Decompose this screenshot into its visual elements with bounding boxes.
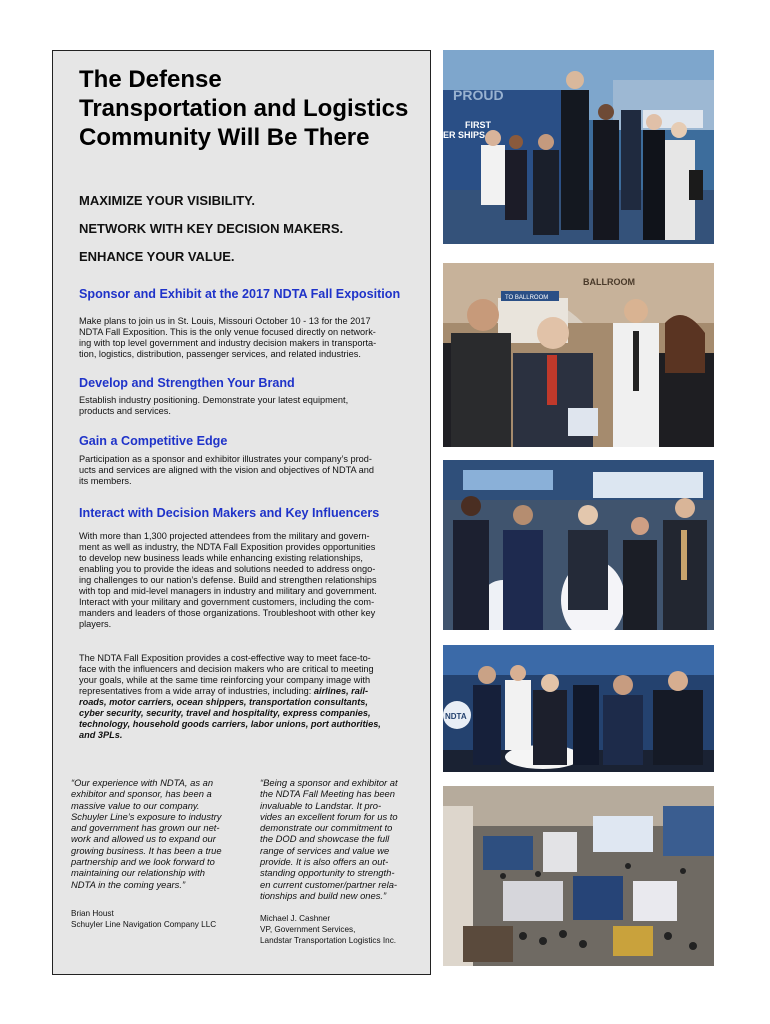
closing-paragraph: The NDTA Fall Exposition provides a cost-effective way to meet face-to- face with the influencers and decision makers who are critical to meeting your goals, while at the same time reinforcing your company image with representatives from a wide array of industries, including: airlines, rail- roads, motor carriers, ocean shippers, transportation consultants, cyber security, security, travel and hospitality, express companies, technology, household goods carriers, labor unions, port authorities, and 3PLs. [79,653,381,740]
exhibit-hall-photo [443,786,714,966]
section-body-brand: Establish industry positioning. Demonstrate your latest equipment, products and services. [79,395,349,416]
testimonial-schuyler-attribution: Brian Houst Schuyler Line Navigation Company LLC [71,909,217,929]
tables-photo [443,460,714,630]
tagline-visibility: MAXIMIZE YOUR VISIBILITY. [79,193,256,208]
section-heading-sponsor: Sponsor and Exhibit at the 2017 NDTA Fall Exposition [79,287,401,301]
section-body-interact: With more than 1,300 projected attendees from the military and govern- ment as well as industry, the NDTA Fall Exposition provides opportunities to develop new business leads while enhancing existing relationships, enabling you to provide the ideas and solutions needed to address ongo- ing challenges to our nation’s defense. Build and strengthen relationships with top and mid-level managers in industry and military and government. Interact with your military and government customers, including the com- manders and leaders of those organizations. Troubleshoot with other key players. [79,531,377,629]
testimonial-landstar-attribution: Michael J. Cashner VP, Government Services, Landstar Transportation Logistics Inc. [260,914,397,945]
section-body-edge: Participation as a sponsor and exhibitor illustrates your company’s prod- ucts and services are aligned with the vision and objectives of NDTA and its members. [79,454,375,486]
banner-text: FIRST [465,120,491,130]
ballroom-sign: BALLROOM [583,277,635,287]
testimonial-landstar: “Being a sponsor and exhibitor at the NDTA Fall Meeting has been invaluable to Landstar. It pro- vides an excellent forum for us to demonstrate our commitment to the DOD and showcase the full range of services and value we provide. It is also offers an out- standing opportunity to strength- en current customer/partner rela- tionships and build new ones.” [260,777,398,901]
ballroom-photo [443,263,714,447]
svg-text:ER SHIPS: ER SHIPS [443,130,486,140]
section-heading-edge: Gain a Competitive Edge [79,434,228,448]
booth-photo [443,50,714,244]
booth-logo-text: PROUD [453,87,504,103]
section-heading-interact: Interact with Decision Makers and Key Influencers [79,506,380,520]
tagline-network: NETWORK WITH KEY DECISION MAKERS. [79,221,344,236]
section-body-sponsor: Make plans to join us in St. Louis, Missouri October 10 - 13 for the 2017 NDTA Fall Exposition. This is the only venue focused directly on network- ing with top level government and industry decision makers in transporta- tion, logistics, distribution, passenger services, and related industries. [79,316,377,359]
svg-text:TO BALLROOM: TO BALLROOM [505,295,549,301]
tagline-value: ENHANCE YOUR VALUE. [79,249,235,264]
section-heading-brand: Develop and Strengthen Your Brand [79,376,295,390]
industries-list: airlines, rail- [313,686,369,696]
testimonial-schuyler: “Our experience with NDTA, as an exhibitor and sponsor, has been a massive value to our company. Schuyler Line’s exposure to industry and government has grown our net- work and allowed us to expand our growing business. It has been a true partnership and we look forward to maintaining our relationship with NDTA in the coming years.” [71,777,222,890]
page-title: The Defense Transportation and Logistics Community Will Be There [79,66,409,151]
content-panel [52,50,431,975]
ndta-logo-text: NDTA [445,712,467,721]
ndta-booth-photo [443,645,714,772]
